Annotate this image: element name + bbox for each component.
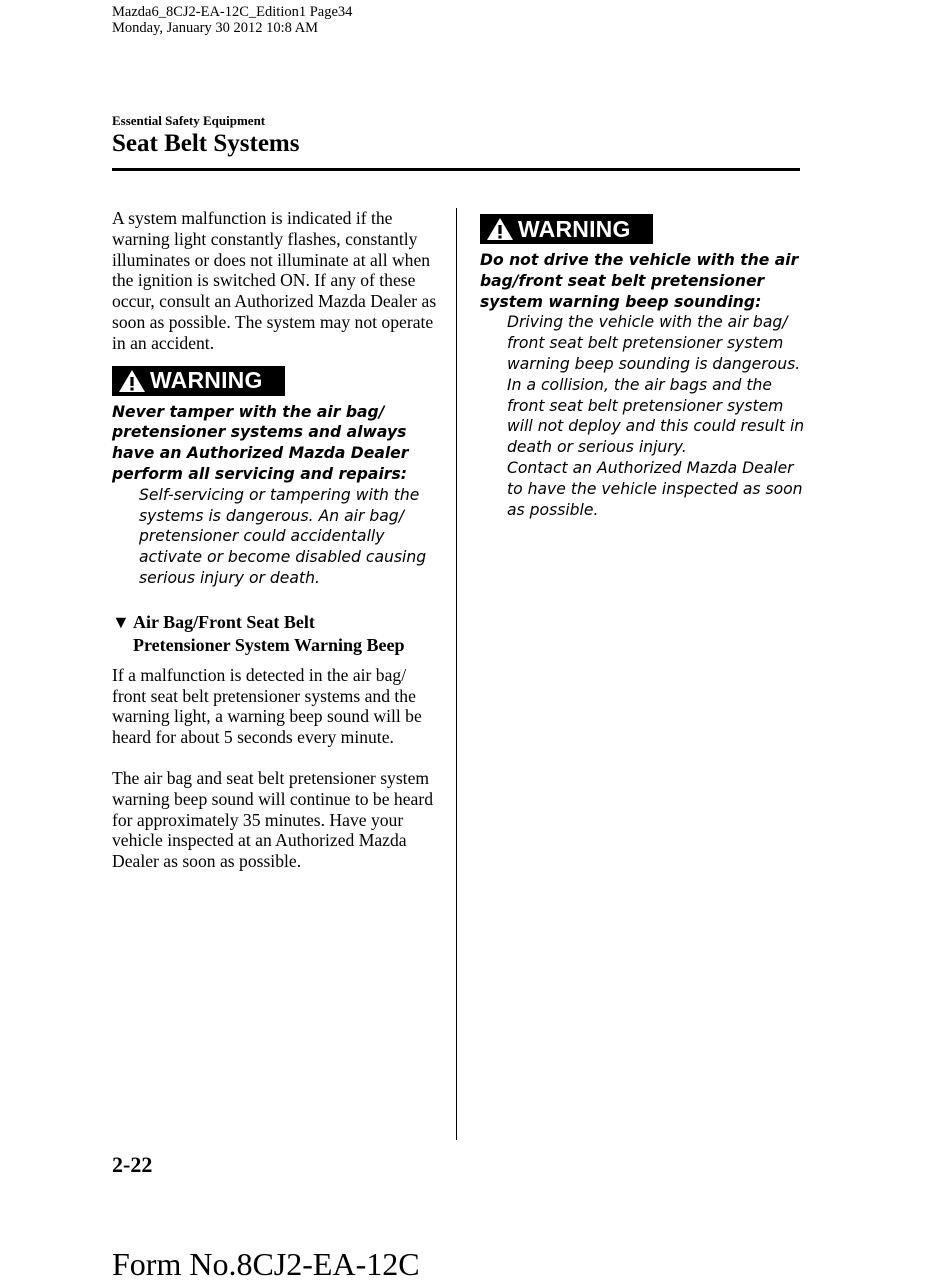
form-number: Form No.8CJ2-EA-12C: [112, 1246, 420, 1282]
subsection-title-line1: Air Bag/Front Seat Belt: [133, 611, 315, 632]
warning-triangle-icon: [118, 369, 146, 393]
warning-body-contact: Contact an Authorized Mazda Dealer to have the vehicle inspected as soon as possible.: [507, 458, 803, 519]
warning-box-right: [480, 214, 805, 520]
page-number: 2-22: [112, 1152, 153, 1177]
subsection-title-line2: Pretensioner System Warning Beep: [133, 634, 405, 655]
warning-beep-subsection: [112, 611, 437, 872]
warning-badge: [480, 214, 653, 244]
warning-box-left: [112, 366, 437, 589]
warning-body: Driving the vehicle with the air bag/ front seat belt pretensioner system warning beep sounding is dangerous. In a collision, the air bags and the front seat belt pretensioner system will not deploy and this could result in death or serious injury.: [507, 313, 805, 457]
warning-label: WARNING: [150, 367, 263, 394]
warning-heading: Never tamper with the air bag/ pretensioner systems and always have an Authorized Mazda Dealer perform all servicing and repairs:: [112, 402, 409, 483]
subsection-paragraph-1: If a malfunction is detected in the air bag/ front seat belt pretensioner systems and the warning light, a warning beep sound will be heard for about 5 seconds every minute.: [112, 664, 422, 748]
title-rule: [112, 168, 800, 171]
right-column: [480, 208, 805, 520]
subsection-title: [133, 611, 405, 657]
print-header-filename: Mazda6_8CJ2-EA-12C_Edition1 Page34: [112, 4, 353, 20]
print-header-timestamp: Monday, January 30 2012 10:8 AM: [112, 20, 319, 36]
page-title: Seat Belt Systems: [112, 130, 300, 157]
warning-heading: Do not drive the vehicle with the air bag/front seat belt pretensioner system warning beep sounding:: [480, 251, 799, 311]
warning-badge: [112, 366, 285, 396]
subsection-paragraph-2: The air bag and seat belt pretensioner system warning beep sound will continue to be heard for approximately 35 minutes. Have your vehicle inspected at an Authorized Mazda Dealer as soon as possible.: [112, 767, 434, 872]
warning-triangle-icon: [486, 217, 514, 241]
column-divider: [456, 208, 457, 1140]
subsection-heading: [112, 611, 437, 657]
section-label: Essential Safety Equipment: [112, 113, 266, 128]
warning-label: WARNING: [518, 215, 631, 242]
triangle-marker-icon: ▼: [112, 611, 130, 632]
intro-paragraph: A system malfunction is indicated if the warning light constantly flashes, constantly illuminates or does not illuminate at all when the ignition is switched ON. If any of these occur, consult an Authorized Mazda Dealer as soon as possible. The system may not operate in an accident.: [112, 208, 437, 353]
print-header: [112, 4, 352, 36]
left-column: [112, 208, 437, 872]
warning-body: Self-servicing or tampering with the systems is dangerous. An air bag/ pretensioner could accidentally activate or become disabled causing serious injury or death.: [139, 485, 427, 587]
